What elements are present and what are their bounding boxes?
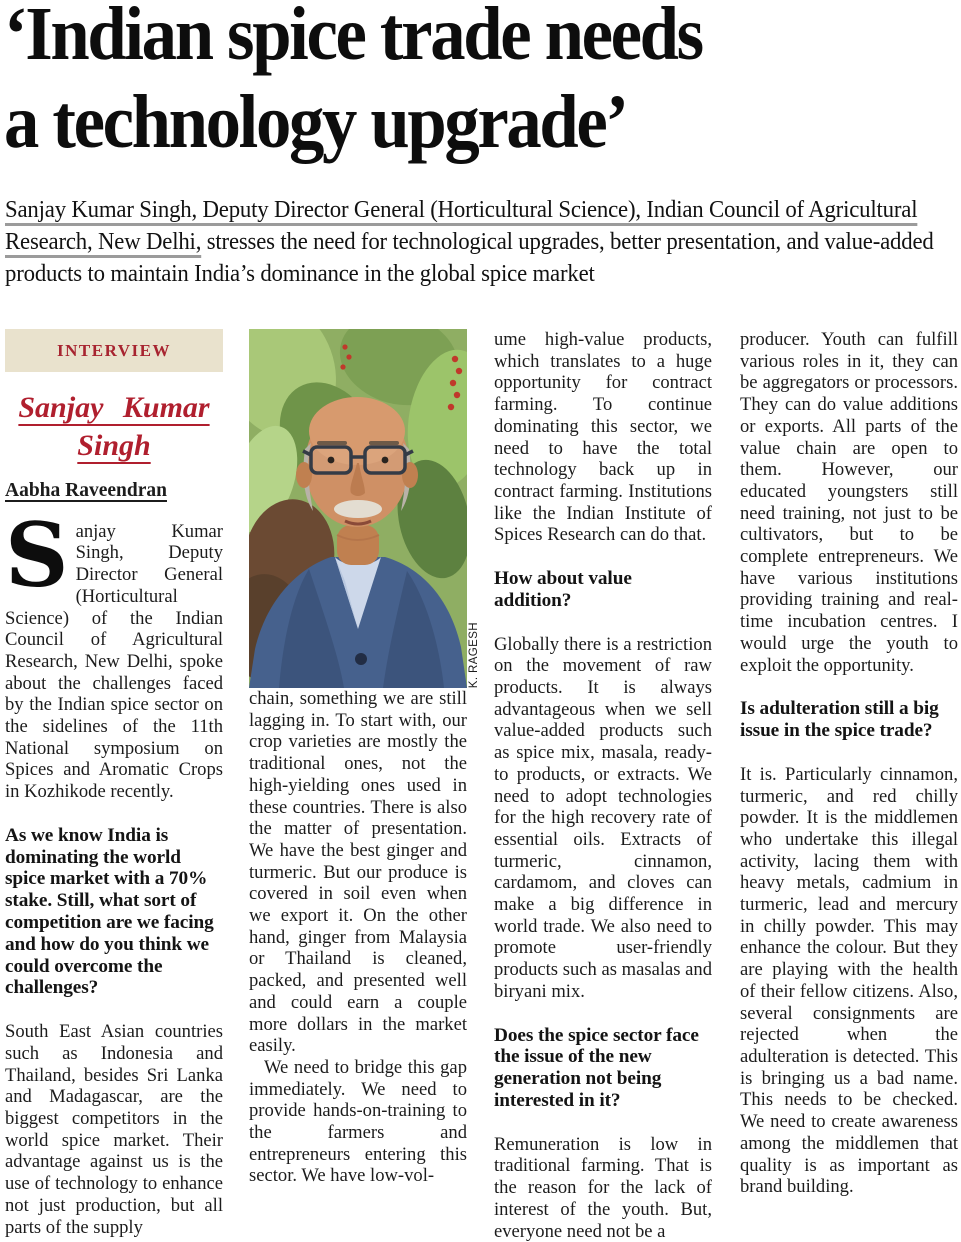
answer-3-part-1: Remuneration is low in traditional farming. That is the reason for the lack of interest of the youth. But, everyone need not be a [494,1133,712,1242]
byline-author: Aabha Raveendran [5,480,167,501]
byline [5,480,223,502]
article-headline [4,0,961,166]
portrait-photo-illustration [249,329,467,688]
question-2: How about value addition? [494,568,632,611]
answer-2: Globally there is a restriction on the movement of raw products. It is always advantageous when we sell value-added products such as spice mix, masala, ready-to products, or extracts. We need to adopt technologies for the high recovery rate of essential oils. Extracts of turmeric, cinnamon, cardamom, and cloves can make a big difference in world trade. We also need to promote user-friendly products such as masalas and biryani mix. [494,633,712,1002]
answer-4: It is. Particularly cinnamon, turmeric, and red chilly powder. It is the middlemen who undertake this illegal activity, lacing them with heavy metals, cadmium in turmeric, lead and mercury in chilly powder. This may enhance the colour. But they are playing with the health of their fellow citizens. Also, several consignments are rejected when the adulteration is detected. This is bringing us a bad name. This needs to be checked. We need to create awareness among the middlemen that quality is as important as brand building. [740,763,958,1198]
question-1: As we know India is dominating the world spice market with a 70% stake. Still, what sort of competition are we facing and how do you think we could overcome the challenges? [5,824,214,999]
intro-paragraph [5,502,223,803]
kicker-interview-label [5,329,223,372]
column-3 [494,329,712,1242]
intro-text: anjay Kumar Singh, Deputy Director General (Horticultural Science) of the Indian Council of Agricultural Research, New Delhi, spoke about the challenges faced by the Indian spice sector on the sidelines of the 11th National symposium on Spices and Aromatic Crops in Kozhikode recently. [5,520,223,803]
standfirst-underlined-text: Sanjay Kumar Singh, Deputy Director General (Horticultural Science), Indian Council of Agricultural Research, New Delhi, [5,196,918,255]
column-1 [5,329,223,1238]
headline-line-1: ‘Indian spice trade needs [4,0,702,76]
answer-3-part-2: producer. Youth can fulfill various roles in it, they can be aggregators or processors. They can do value additions or exports. All parts of the value chain are open to them. However, our educated youngsters still need training, not just to be cultivators, but to be complete entrepreneurs. We have various institutions providing training and real-time incubation centres. I would urge the youth to exploit the opportunity. [740,329,958,676]
column-2 [249,329,481,1187]
portrait-photo [249,329,481,688]
interviewee-name [5,389,223,465]
answer-1-part-3: We need to bridge this gap immediately. We need to provide hands-on-training to the farmers and entrepreneurs entering this sector. We have low-vol- [249,1056,467,1187]
interviewee-name-line-1: Sanjay Kumar [18,391,210,424]
kicker-text: INTERVIEW [57,340,171,360]
answer-1-part-2: chain, something we are still lagging in. To start with, our crop varieties are mostly the traditional ones, not the high-yielding ones used in these countries. There is also the matter of presentation. We have the best ginger and turmeric. But our produce is covered in soil even when we export it. On the other hand, ginger from Malaysia or Thailand is cleaned, packed, and presented well and could earn a couple more dollars in the market easily. [249,688,467,1057]
standfirst [5,194,957,290]
interviewee-name-line-2: Singh [77,429,151,462]
answer-1-part-1: South East Asian countries such as Indonesia and Thailand, besides Sri Lanka and Madagascar, are the biggest competitors in the world spice market. Their advantage against us is the use of technology to enhance not just production, but all parts of the supply [5,1021,223,1238]
question-4: Is adulteration still a big issue in the spice trade? [740,698,939,742]
photo-credit: K. RAGESH [468,621,481,688]
answer-1-part-4: ume high-value products, which translates to a huge opportunity for contract farming. To continue dominating this sector, we need to have the total technology back up in contract farming. Institutions like the Indian Institute of Spices Research can do that. [494,329,712,546]
question-3: Does the spice sector face the issue of the new generation not being interested in it? [494,1024,699,1111]
column-4 [740,329,958,1198]
headline-line-2: a technology upgrade’ [4,80,627,164]
drop-cap: S [5,502,69,607]
standfirst-rest-text: stresses the need for technological upgrades, better presentation, and value-added products to maintain India’s dominance in the global spice market [5,228,934,287]
